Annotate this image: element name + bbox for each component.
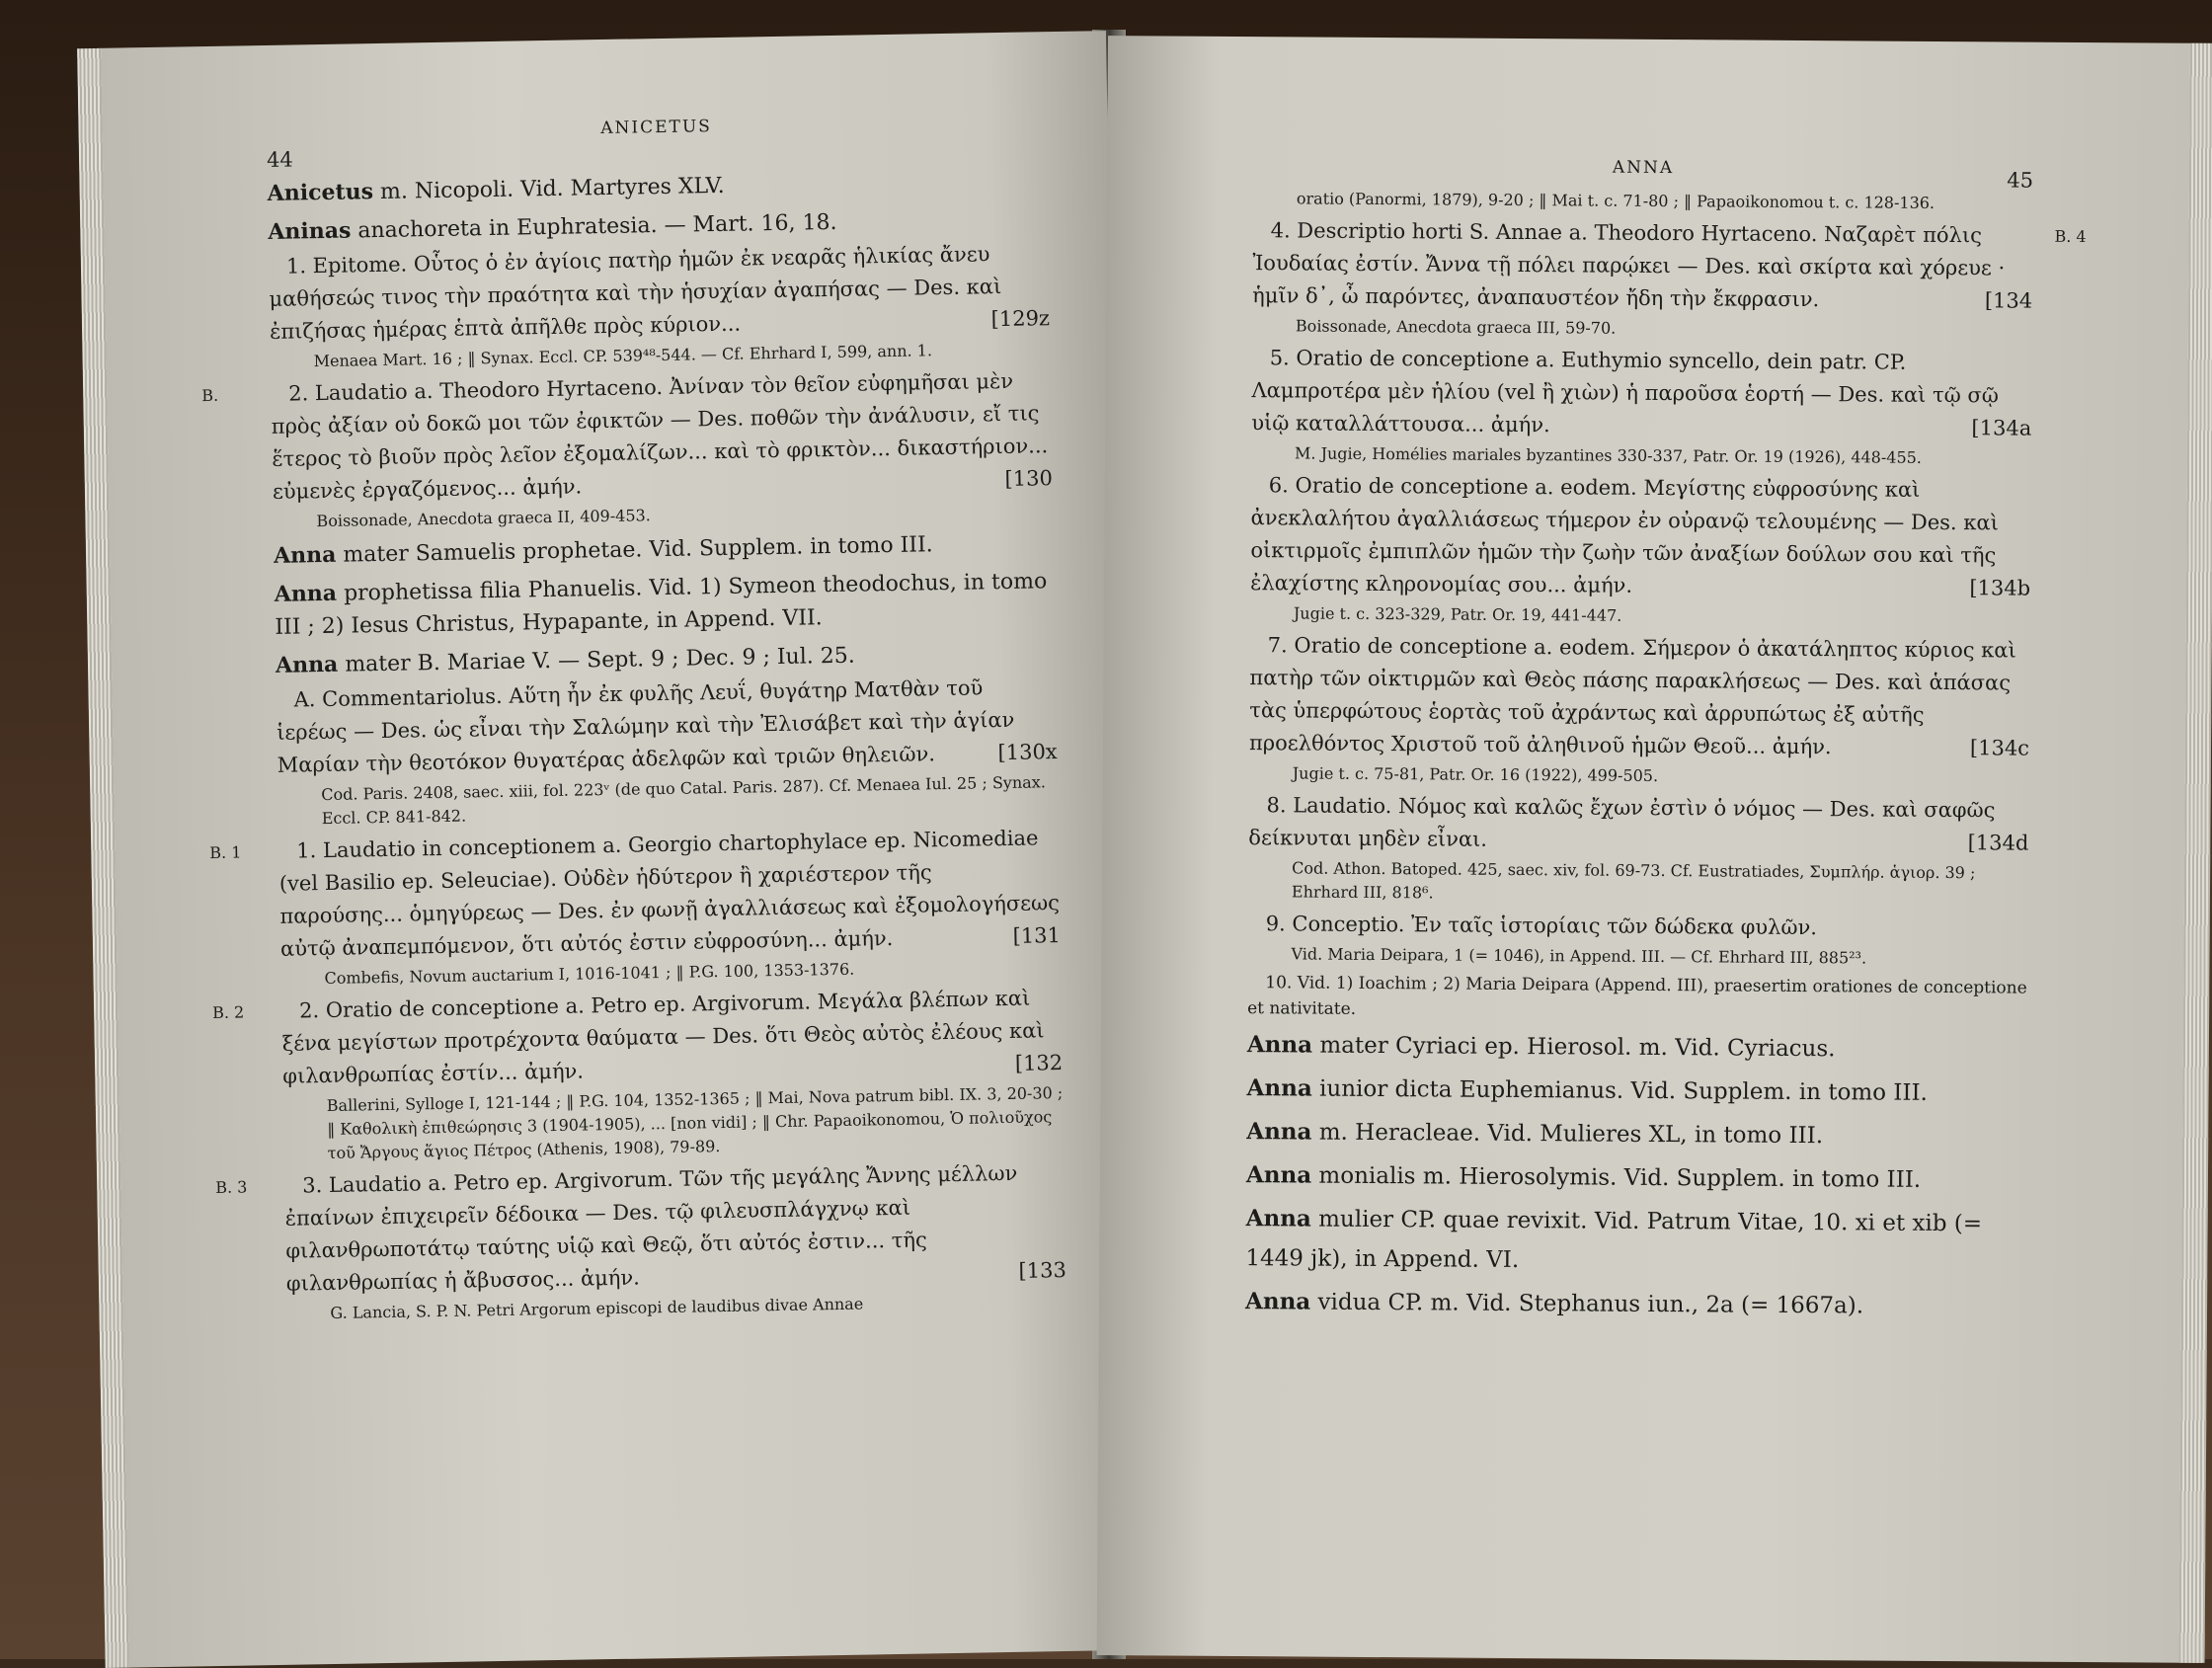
reference-number: [133 bbox=[1018, 1257, 1067, 1283]
note-text: 10. Vid. 1) Ioachim ; 2) Maria Deipara (Append. III), praesertim orationes de conceptione et nativitate. bbox=[1247, 973, 2027, 1019]
entry-name: Anna bbox=[274, 580, 338, 607]
entry-text: prophetissa filia Phanuelis. Vid. 1) Symeon theodochus, in tomo III ; 2) Iesus Christus, Hypapante, in Append. VII. bbox=[275, 569, 1048, 640]
text-item bbox=[269, 237, 1051, 349]
margin-note: B. bbox=[201, 385, 219, 406]
item-text: 2. Oratio de conceptione a. Petro ep. Argivorum. Μεγάλα βλέπων καὶ ξένα μεγίστων προτρέχοντα θαύματα — Des. ὅτι Θεὸς αὐτὸς ἐλέους καὶ φιλανθρωπίας ἐστίν... ἀμήν. bbox=[281, 986, 1045, 1088]
index-entry bbox=[267, 164, 1047, 210]
entry-name: Anna bbox=[273, 541, 337, 569]
reference-number: [131 bbox=[1012, 923, 1062, 948]
bibliography: oratio (Panormi, 1879), 9-20 ; ‖ Mai t. c. 71-80 ; ‖ Papaoikonomou t. c. 128-136. bbox=[1296, 189, 1936, 212]
item-text: 7. Oratio de conceptione a. eodem. Σήμερον ὁ ἀκατάληπτος κύριος καὶ πατὴρ τῶν οἰκτιρμῶν καὶ Θεὸς πάσης παρακλήσεως — Des. καὶ ἁπάσας τὰς ὑπερφώτους ἑορτὰς τοῦ ἀχράντως καὶ ἀρρυπώτως ἐξ αὐτῆς προελθόντος Χριστοῦ τοῦ ἀληθινοῦ ἡμῶν Θεοῦ... ἀμήν. bbox=[1248, 633, 2016, 759]
right-page bbox=[1097, 36, 2212, 1663]
reference-number: [132 bbox=[1014, 1051, 1064, 1075]
text-item bbox=[1250, 469, 2031, 605]
item-text: 6. Oratio de conceptione a. eodem. Μεγίστης εὐφροσύνης καὶ ἀνεκλαλήτου ἀγαλλιάσεως τήμερον ἐν οὐρανῷ τελουμένης — Des. καὶ οἰκτιρμοῖς ἐμπιπλῶν ἡμῶν τὴν ζωὴν τῶν ἀναξίων δούλων σου καὶ τῆς ἐλαχίστης κληρονομίας σου... ἀμήν. bbox=[1250, 473, 1999, 597]
item-text: 1. Epitome. Οὗτος ὁ ἐν ἁγίοις πατὴρ ἡμῶν ἐκ νεαρᾶς ἡλικίας ἄνευ μαθήσεώς τινος τὴν πραότητα καὶ τὴν ἡσυχίαν ἀγαπήσας — Des. καὶ ἐπιζήσας ἡμέρας ἑπτὰ ἀπῆλθε πρὸς κύριον... bbox=[269, 242, 1002, 344]
reference-number: [134a bbox=[1971, 416, 2032, 440]
page-header bbox=[1253, 155, 2033, 191]
bibliography: Boissonade, Anecdota graeca III, 59-70. bbox=[1295, 316, 1617, 338]
reference-number: [130x bbox=[997, 740, 1058, 765]
entry-name: Anna bbox=[1246, 1031, 1313, 1059]
item-text: 2. Laudatio a. Theodoro Hyrtaceno. Ἀνίναν τὸν θεῖον εὐφημῆσαι μὲν πρὸς ἀξίαν οὐ δοκῶ μοι τῶν ἐφικτῶν — Des. ποθῶν τὴν ἀνάλυσιν, εἴ τις ἕτερος τὸ βιοῦν πρὸς λεῖον ἐξομαλίζων... καὶ τὸ φρικτὸν... δικαστήριον... εὐμενὲς ἐργαζόμενος... ἀμήν. bbox=[271, 368, 1049, 504]
reference-number: [134c bbox=[1969, 736, 2030, 760]
item-text: A. Commentariolus. Αὕτη ἦν ἐκ φυλῆς Λευΐ, θυγάτηρ Ματθὰν τοῦ ἱερέως — Des. ὡς εἶναι τὴν Σαλώμην καὶ τὴν Ἐλισάβετ καὶ τὴν ἁγίαν Μαρίαν τὴν θεοτόκον θυγατέρας ἀδελφῶν καὶ τριῶν θηλειῶν. bbox=[276, 675, 1015, 777]
item-text: 3. Laudatio a. Petro ep. Argivorum. Τῶν τῆς μεγάλης Ἄννης μέλλων ἐπαίνων ἐπιχειρεῖν δέδοικα — Des. τῷ φιλευσπλάγχνῳ καὶ φιλανθρωποτάτῳ ταύτης υἱῷ καὶ Θεῷ, ὅτι αὐτός ἐστιν... τῆς φιλανθρωπίας ἡ ἄβυσσος... ἀμήν. bbox=[284, 1160, 1018, 1296]
entry-text: vidua CP. m. Vid. Stephanus iun., 2a (= 1667a). bbox=[1310, 1289, 1864, 1319]
right-page-body bbox=[1244, 187, 2087, 1326]
page-number: 45 bbox=[2007, 168, 2034, 193]
text-item bbox=[1248, 789, 2028, 860]
bibliography: Jugie t. c. 75-81, Patr. Or. 16 (1922), 499-505. bbox=[1292, 763, 1659, 786]
text-item bbox=[276, 671, 1058, 782]
running-head: ANICETUS bbox=[600, 117, 713, 139]
bibliography: Menaea Mart. 16 ; ‖ Synax. Eccl. CP. 539⁴⁸-544. — Cf. Ehrhard I, 599, ann. 1. bbox=[313, 341, 933, 371]
item-text: 8. Laudatio. Νόμος καὶ καλῶς ἔχων ἐστὶν ὁ νόμος — Des. καὶ σαφῶς δείκνυται μηδὲν εἶναι. bbox=[1248, 793, 1996, 851]
entry-text: iunior dicta Euphemianus. Vid. Supplem. in tomo III. bbox=[1311, 1075, 1928, 1106]
text-item bbox=[201, 364, 1054, 509]
text-item bbox=[211, 982, 1064, 1093]
left-page bbox=[99, 31, 1134, 1668]
entry-text: mater Samuelis prophetae. Vid. Supplem. in tomo III. bbox=[336, 532, 933, 568]
entry-name: Anna bbox=[1244, 1288, 1311, 1315]
entry-text: m. Nicopoli. Vid. Martyres XLV. bbox=[372, 173, 725, 205]
reference-number: [130 bbox=[1004, 466, 1054, 491]
entry-name: Anna bbox=[275, 651, 339, 678]
entry-text: mater Cyriaci ep. Hierosol. m. Vid. Cyriacus. bbox=[1311, 1032, 1836, 1063]
index-entry bbox=[1247, 1025, 2027, 1071]
margin-note: B. 3 bbox=[215, 1177, 248, 1198]
index-entry bbox=[274, 526, 1054, 573]
bibliography: M. Jugie, Homélies mariales byzantines 330-337, Patr. Or. 19 (1926), 448-455. bbox=[1295, 443, 1922, 467]
index-entry bbox=[1246, 1112, 2026, 1157]
entry-name: Aninas bbox=[268, 217, 352, 245]
item-text: 9. Conceptio. Ἐν ταῖς ἱστορίαις τῶν δώδεκα φυλῶν. bbox=[1265, 912, 1818, 940]
entry-text: m. Heracleae. Vid. Mulieres XL, in tomo III. bbox=[1311, 1119, 1824, 1150]
text-item bbox=[1248, 908, 2028, 946]
text-item bbox=[1249, 629, 2030, 765]
bibliography: G. Lancia, S. P. N. Petri Argorum episcopi de laudibus divae Annae bbox=[330, 1294, 864, 1323]
text-item bbox=[215, 1156, 1067, 1301]
bibliography: Jugie t. c. 323-329, Patr. Or. 19, 441-447. bbox=[1293, 603, 1622, 625]
index-entry bbox=[274, 565, 1055, 644]
index-entry bbox=[1245, 1199, 2026, 1284]
text-item bbox=[209, 822, 1062, 966]
entry-name: Anna bbox=[1245, 1205, 1311, 1232]
bibliography: Vid. Maria Deipara, 1 (= 1046), in Append. III. — Cf. Ehrhard III, 885²³. bbox=[1291, 944, 1867, 968]
item-text: 4. Descriptio horti S. Annae a. Theodoro Hyrtaceno. Ναζαρὲτ πόλις Ἰουδαίας ἐστίν. Ἄννα τῇ πόλει παρῴκει — Des. καὶ σκίρτα καὶ χόρευε · ἡμῖν δ᾽, ὦ παρόντες, ἀναπαυστέον ἤδη τὴν ἔκφρασιν. bbox=[1252, 218, 2006, 312]
item-text: 5. Oratio de conceptione a. Euthymio syncello, dein patr. CP. Λαμπροτέρα μὲν ἡλίου (vel ἢ χιὼν) ἡ παροῦσα ἑορτή — Des. καὶ τῷ σῷ υἱῷ καταλλάττουσα... ἀμήν. bbox=[1251, 346, 1999, 437]
margin-note: B. 2 bbox=[211, 1002, 245, 1023]
reference-number: [134b bbox=[1969, 576, 2031, 600]
entry-text: mulier CP. quae revixit. Vid. Patrum Vitae, 10. xi et xib (= 1449 jk), in Append. VI. bbox=[1245, 1206, 1983, 1274]
index-entry bbox=[1246, 1069, 2026, 1114]
text-item bbox=[1251, 342, 2032, 445]
entry-text: anachoreta in Euphratesia. — Mart. 16, 18. bbox=[351, 209, 837, 244]
page-number: 44 bbox=[266, 147, 294, 172]
entry-name: Anna bbox=[1245, 1161, 1312, 1189]
text-item bbox=[1252, 214, 2087, 318]
entry-name: Anicetus bbox=[267, 179, 374, 206]
bibliography: Boissonade, Anecdota graeca II, 409-453. bbox=[316, 506, 651, 531]
index-entry bbox=[1245, 1282, 2025, 1327]
index-entry bbox=[1246, 1155, 2026, 1201]
running-head: ANNA bbox=[1612, 157, 1675, 179]
reference-number: [129z bbox=[990, 306, 1051, 332]
bibliography: Combefis, Novum auctarium I, 1016-1041 ; ‖ P.G. 100, 1353-1376. bbox=[324, 959, 855, 989]
reference-number: [134d bbox=[1967, 831, 2029, 855]
item-text: 1. Laudatio in conceptionem a. Georgio chartophylace ep. Nicomediae (vel Basilio ep. Seleuciae). Οὐδὲν ἡδύτερον ἢ χαριέστερον τῆς παρούσης... ὁμηγύρεως — Des. ἐν φωνῇ ἀγαλλιάσεως καὶ ἐξομολογήσεως αὐτῷ ἀναπεμπόμενον, ὅτι αὐτός ἐστιν εὐφροσύνη... ἀμήν. bbox=[278, 826, 1061, 961]
bibliography: Ballerini, Sylloge I, 121-144 ; ‖ P.G. 104, 1352-1365 ; ‖ Mai, Nova patrum bibl. IX. 3, 20-30 ; ‖ Καθολικὴ ἐπιθεώρησις 3 (1904-1905), ... [non vidi] ; ‖ Chr. Papaoikonomou, Ὁ πολιοῦχος τοῦ Ἄργους ἅγιος Πέτρος (Athenis, 1908), 79-89. bbox=[326, 1083, 1064, 1163]
entry-name: Anna bbox=[1246, 1118, 1312, 1146]
left-page-body bbox=[201, 164, 1067, 1326]
entry-name: Anna bbox=[1246, 1074, 1312, 1102]
margin-note: B. 4 bbox=[2054, 226, 2087, 247]
reference-number: [134 bbox=[1984, 288, 2033, 313]
margin-note: B. 1 bbox=[209, 842, 242, 863]
bibliography: Cod. Paris. 2408, saec. xiii, fol. 223ᵛ (de quo Catal. Paris. 287). Cf. Menaea Iul. 25 ; Synax. Eccl. CP. 841-842. bbox=[321, 772, 1046, 829]
entry-text: monialis m. Hierosolymis. Vid. Supplem. in tomo III. bbox=[1311, 1162, 1922, 1193]
entry-text: mater B. Mariae V. — Sept. 9 ; Dec. 9 ; Iul. 25. bbox=[338, 643, 855, 677]
bibliography: Cod. Athon. Batoped. 425, saec. xiv, fol. 69-73. Cf. Eustratiades, Συμπλήρ. ἁγιορ. 39 ; Ehrhard III, 818⁶. bbox=[1291, 858, 1976, 903]
